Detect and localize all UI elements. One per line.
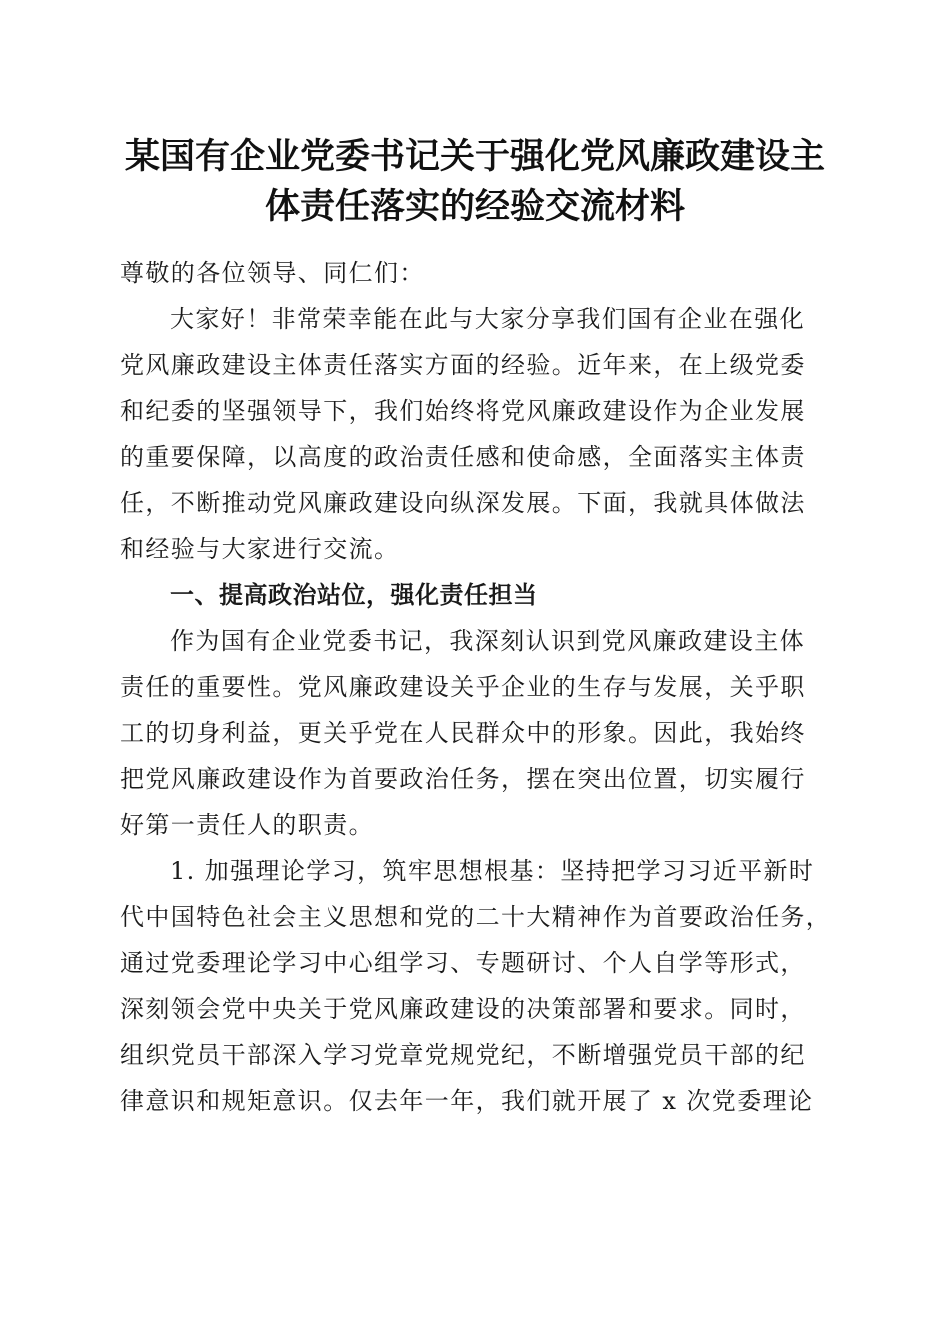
title-line-2: 体责任落实的经验交流材料 <box>264 186 685 227</box>
document-title <box>110 132 840 232</box>
paragraph-line: 的重要保障，以高度的政治责任感和使命感，全面落实主体责 <box>120 443 806 471</box>
paragraph-line: 深刻领会党中央关于党风廉政建设的决策部署和要求。同时， <box>120 995 806 1023</box>
paragraph-line: 作为国有企业党委书记，我深刻认识到党风廉政建设主体 <box>170 627 805 655</box>
section-heading-1: 一、提高政治站位，强化责任担当 <box>170 581 538 609</box>
paragraph-line: 1. 加强理论学习，筑牢思想根基：坚持把学习习近平新时 <box>170 857 815 885</box>
paragraph-line: 通过党委理论学习中心组学习、专题研讨、个人自学等形式， <box>120 949 806 977</box>
paragraph-line: 工的切身利益，更关乎党在人民群众中的形象。因此，我始终 <box>120 719 806 747</box>
paragraph-line: 和纪委的坚强领导下，我们始终将党风廉政建设作为企业发展 <box>120 397 806 425</box>
paragraph-line: 任，不断推动党风廉政建设向纵深发展。下面，我就具体做法 <box>120 489 806 517</box>
document-body <box>120 250 830 1124</box>
paragraph-line: 党风廉政建设主体责任落实方面的经验。近年来，在上级党委 <box>120 351 806 379</box>
paragraph-section-1 <box>120 618 830 848</box>
paragraph-line: 好第一责任人的职责。 <box>120 811 374 839</box>
paragraph-intro <box>120 296 830 572</box>
paragraph-line: 责任的重要性。党风廉政建设关乎企业的生存与发展，关乎职 <box>120 673 806 701</box>
paragraph-line: 组织党员干部深入学习党章党规党纪，不断增强党员干部的纪 <box>120 1041 806 1069</box>
paragraph-line: 代中国特色社会主义思想和党的二十大精神作为首要政治任务， <box>120 903 832 931</box>
paragraph-line: 和经验与大家进行交流。 <box>120 535 400 563</box>
title-line-1: 某国有企业党委书记关于强化党风廉政建设主 <box>124 136 825 177</box>
paragraph-line: 律意识和规矩意识。仅去年一年，我们就开展了 x 次党委理论 <box>120 1087 814 1115</box>
salutation: 尊敬的各位领导、同仁们： <box>120 259 425 287</box>
paragraph-item-1 <box>120 848 830 1124</box>
paragraph-line: 把党风廉政建设作为首要政治任务，摆在突出位置，切实履行 <box>120 765 806 793</box>
paragraph-line: 大家好！非常荣幸能在此与大家分享我们国有企业在强化 <box>170 305 805 333</box>
